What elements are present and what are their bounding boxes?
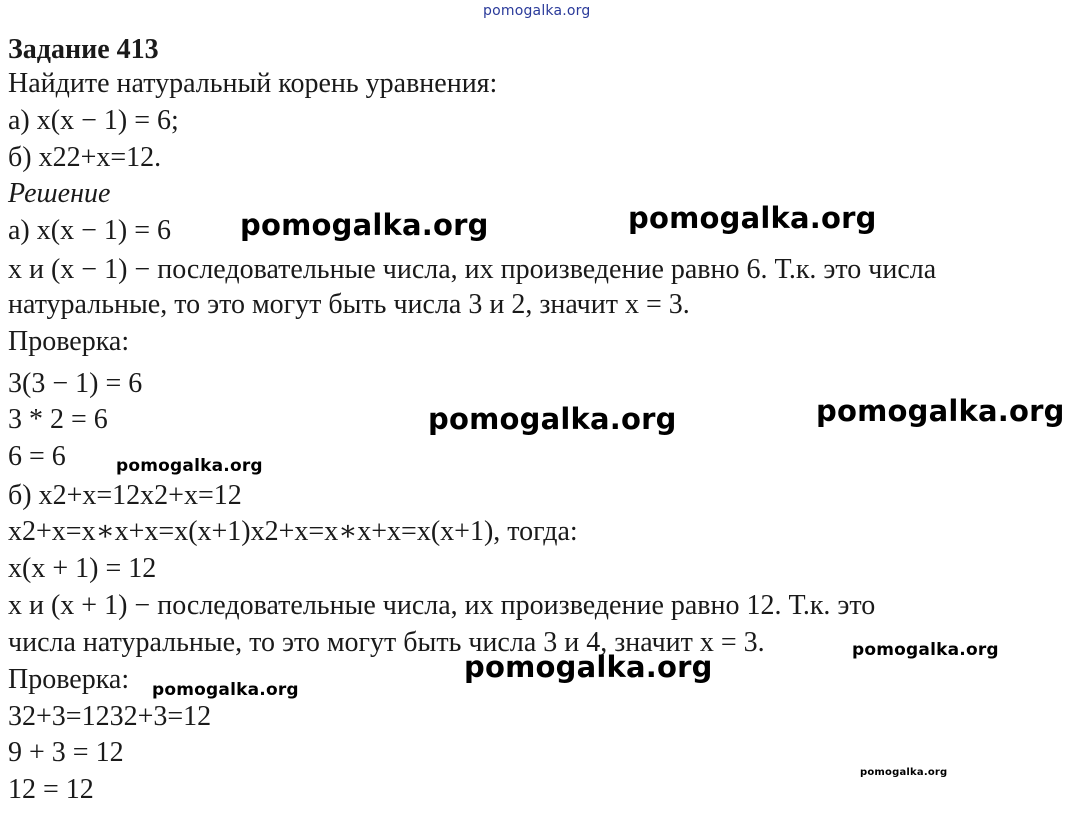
task-item-b: б) x22+x=12.	[8, 142, 162, 173]
watermark: pomogalka.org	[628, 201, 877, 235]
check-label: Проверка:	[8, 326, 130, 357]
watermark: pomogalka.org	[152, 680, 299, 700]
site-header-label: pomogalka.org	[483, 3, 591, 19]
watermark: pomogalka.org	[860, 767, 948, 778]
solution-line: числа натуральные, то это могут быть числа 3 и 4, значит x = 3.	[8, 627, 765, 658]
solution-line: x(x + 1) = 12	[8, 553, 157, 584]
check-label: Проверка:	[8, 664, 130, 695]
solution-line: 3(3 − 1) = 6	[8, 368, 143, 399]
solution-line: 3 * 2 = 6	[8, 404, 108, 435]
solution-line: x и (x + 1) − последовательные числа, их произведение равно 12. Т.к. это	[8, 590, 876, 621]
watermark: pomogalka.org	[428, 402, 677, 436]
watermark: pomogalka.org	[852, 640, 999, 660]
solution-line: 32+3=1232+3=12	[8, 701, 212, 732]
task-item-a: а) x(x − 1) = 6;	[8, 105, 179, 136]
watermark: pomogalka.org	[116, 456, 263, 476]
watermark: pomogalka.org	[816, 394, 1065, 428]
solution-line: а) x(x − 1) = 6	[8, 215, 171, 246]
solution-heading: Решение	[8, 178, 111, 209]
solution-line: x2+x=x∗x+x=x(x+1)x2+x=x∗x+x=x(x+1), тогда:	[8, 516, 578, 547]
task-title: Задание 413	[8, 34, 159, 65]
solution-line: натуральные, то это могут быть числа 3 и 2, значит x = 3.	[8, 289, 690, 320]
solution-line: x и (x − 1) − последовательные числа, их произведение равно 6. Т.к. это числа	[8, 254, 937, 285]
solution-line: 9 + 3 = 12	[8, 737, 124, 768]
solution-line: 6 = 6	[8, 441, 66, 472]
watermark: pomogalka.org	[464, 650, 713, 684]
solution-line: 12 = 12	[8, 774, 94, 805]
solution-line: б) x2+x=12x2+x=12	[8, 480, 242, 511]
task-statement: Найдите натуральный корень уравнения:	[8, 68, 498, 99]
watermark: pomogalka.org	[240, 208, 489, 242]
